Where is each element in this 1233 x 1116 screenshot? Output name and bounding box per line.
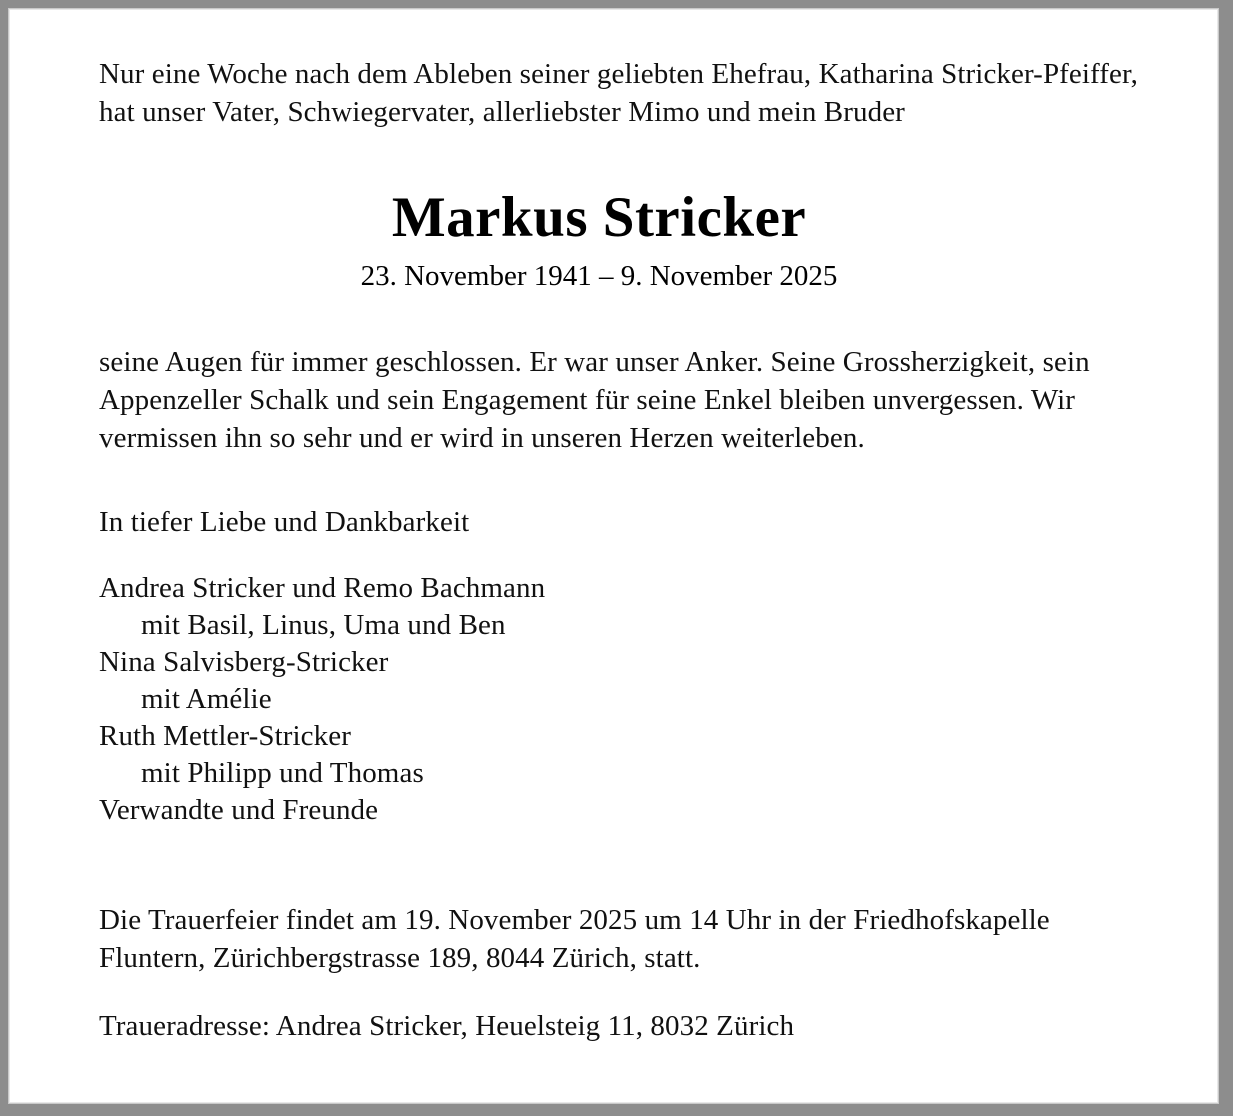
deceased-name: Markus Stricker <box>391 186 807 249</box>
family-list <box>99 570 1146 829</box>
list-item: mit Philipp und Thomas <box>141 757 424 789</box>
name-block <box>99 187 1099 293</box>
list-item: mit Basil, Linus, Uma und Ben <box>141 609 506 641</box>
list-item: Ruth Mettler-Stricker <box>99 720 351 752</box>
ceremony-details: Die Trauerfeier findet am 19. November 2025 um 14 Uhr in der Friedhofskapelle Fluntern, Zürichbergstrasse 189, 8044 Zürich, statt. <box>99 904 1050 974</box>
body-paragraph: seine Augen für immer geschlossen. Er war unser Anker. Seine Grossherzigkeit, sein Appenzeller Schalk und sein Engagement für seine Enkel bleiben unvergessen. Wir vermissen ihn so sehr und er wird in unseren Herzen weiterleben. <box>99 346 1090 454</box>
gratitude-line: In tiefer Liebe und Dankbarkeit <box>99 506 470 538</box>
obituary-page <box>9 9 1218 1103</box>
list-item: Nina Salvisberg-Stricker <box>99 646 389 678</box>
list-item: Verwandte und Freunde <box>99 794 379 826</box>
obituary-card <box>8 8 1219 1104</box>
mourning-address: Traueradresse: Andrea Stricker, Heuelsteig 11, 8032 Zürich <box>99 1010 795 1042</box>
list-item: Andrea Stricker und Remo Bachmann <box>99 572 546 604</box>
list-item: mit Amélie <box>141 683 272 715</box>
life-dates: 23. November 1941 – 9. November 2025 <box>360 260 838 292</box>
intro-paragraph: Nur eine Woche nach dem Ableben seiner geliebten Ehefrau, Katharina Stricker-Pfeiffer, hat unser Vater, Schwiegervater, allerliebster Mimo und mein Bruder <box>99 58 1138 128</box>
